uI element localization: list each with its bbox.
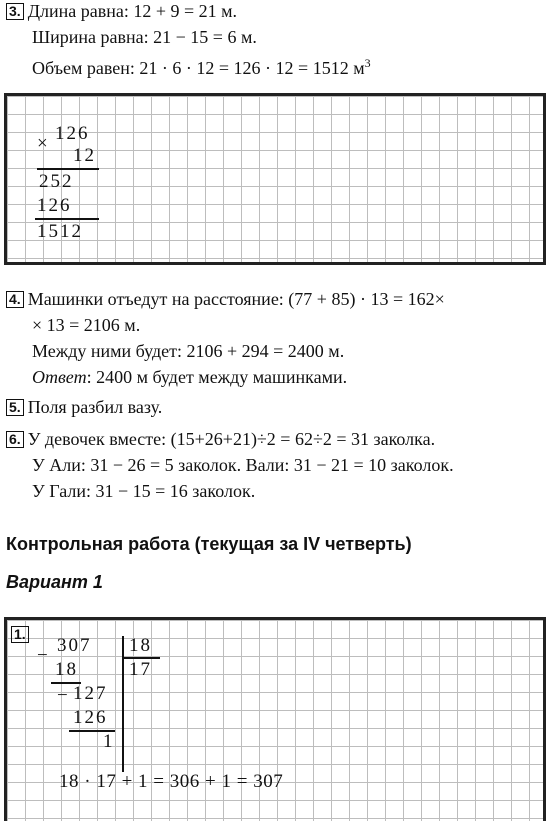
mult-multiplier: 12 [73, 145, 96, 166]
task3-length-text: Длина равна: 12 + 9 = 21 м. [27, 1, 238, 21]
task6-line-3: У Гали: 31 − 15 = 16 заколок. [32, 481, 256, 501]
div-minus-1: − [37, 645, 50, 666]
task4-line-3: Между ними будет: 2106 + 294 = 2400 м. [32, 341, 345, 361]
mult-rule-1 [37, 168, 99, 170]
mult-multiplicand: 126 [55, 123, 90, 144]
task6-line-1 [6, 428, 435, 450]
mult-partial-1: 252 [39, 171, 74, 192]
variant-title: Вариант 1 [6, 572, 103, 592]
div-sub-1: 18 [55, 659, 78, 680]
task4-line-1 [6, 288, 445, 310]
mult-rule-2 [35, 218, 99, 220]
task6-number: 6. [6, 431, 24, 448]
answer-label: Ответ [32, 367, 87, 387]
div-quotient: 17 [129, 659, 152, 680]
task3-grid-box [4, 93, 546, 265]
div-sub-2: 126 [73, 707, 108, 728]
task3-volume-sup: 3 [364, 56, 371, 70]
div-remainder: 1 [103, 731, 115, 752]
task3-volume-main: Объем равен: 21 · 6 · 12 = 126 · 12 = 1512 м [32, 58, 365, 78]
task4-answer [32, 366, 347, 388]
test1-grid-box [4, 617, 546, 821]
answer-text: : 2400 м будет между машинками. [86, 367, 348, 387]
task5-text: Поля разбил вазу. [27, 397, 163, 417]
task5-number: 5. [6, 399, 24, 416]
task3-number: 3. [6, 3, 24, 20]
div-divisor: 18 [129, 635, 152, 656]
task4-line-2: × 13 = 2106 м. [32, 315, 141, 335]
mult-result: 1512 [37, 221, 83, 242]
task6-line-2: У Али: 31 − 26 = 5 заколок. Вали: 31 − 21 = 10 заколок. [32, 455, 454, 475]
div-check: 18 · 17 + 1 = 306 + 1 = 307 [59, 771, 284, 792]
task4-line1-text: Машинки отъедут на расстояние: (77 + 85) · 13 = 162× [27, 289, 445, 309]
mult-partial-2: 126 [37, 195, 72, 216]
div-dividend: 307 [57, 635, 92, 656]
task3-volume-text [32, 52, 371, 79]
test1-number: 1. [11, 626, 29, 643]
div-rem-1: 127 [73, 683, 108, 704]
div-minus-2: − [57, 685, 70, 706]
section-title: Контрольная работа (текущая за IV четверть) [6, 534, 412, 554]
test1-number-wrap [11, 626, 33, 645]
task6-line1-text: У девочек вместе: (15+26+21)÷2 = 62÷2 = 31 заколка. [27, 429, 436, 449]
task4-number: 4. [6, 291, 24, 308]
mult-sign: × [37, 133, 50, 154]
task3-line-length [6, 0, 237, 22]
task5-line-1 [6, 396, 162, 418]
task3-width-text: Ширина равна: 21 − 15 = 6 м. [32, 27, 257, 47]
